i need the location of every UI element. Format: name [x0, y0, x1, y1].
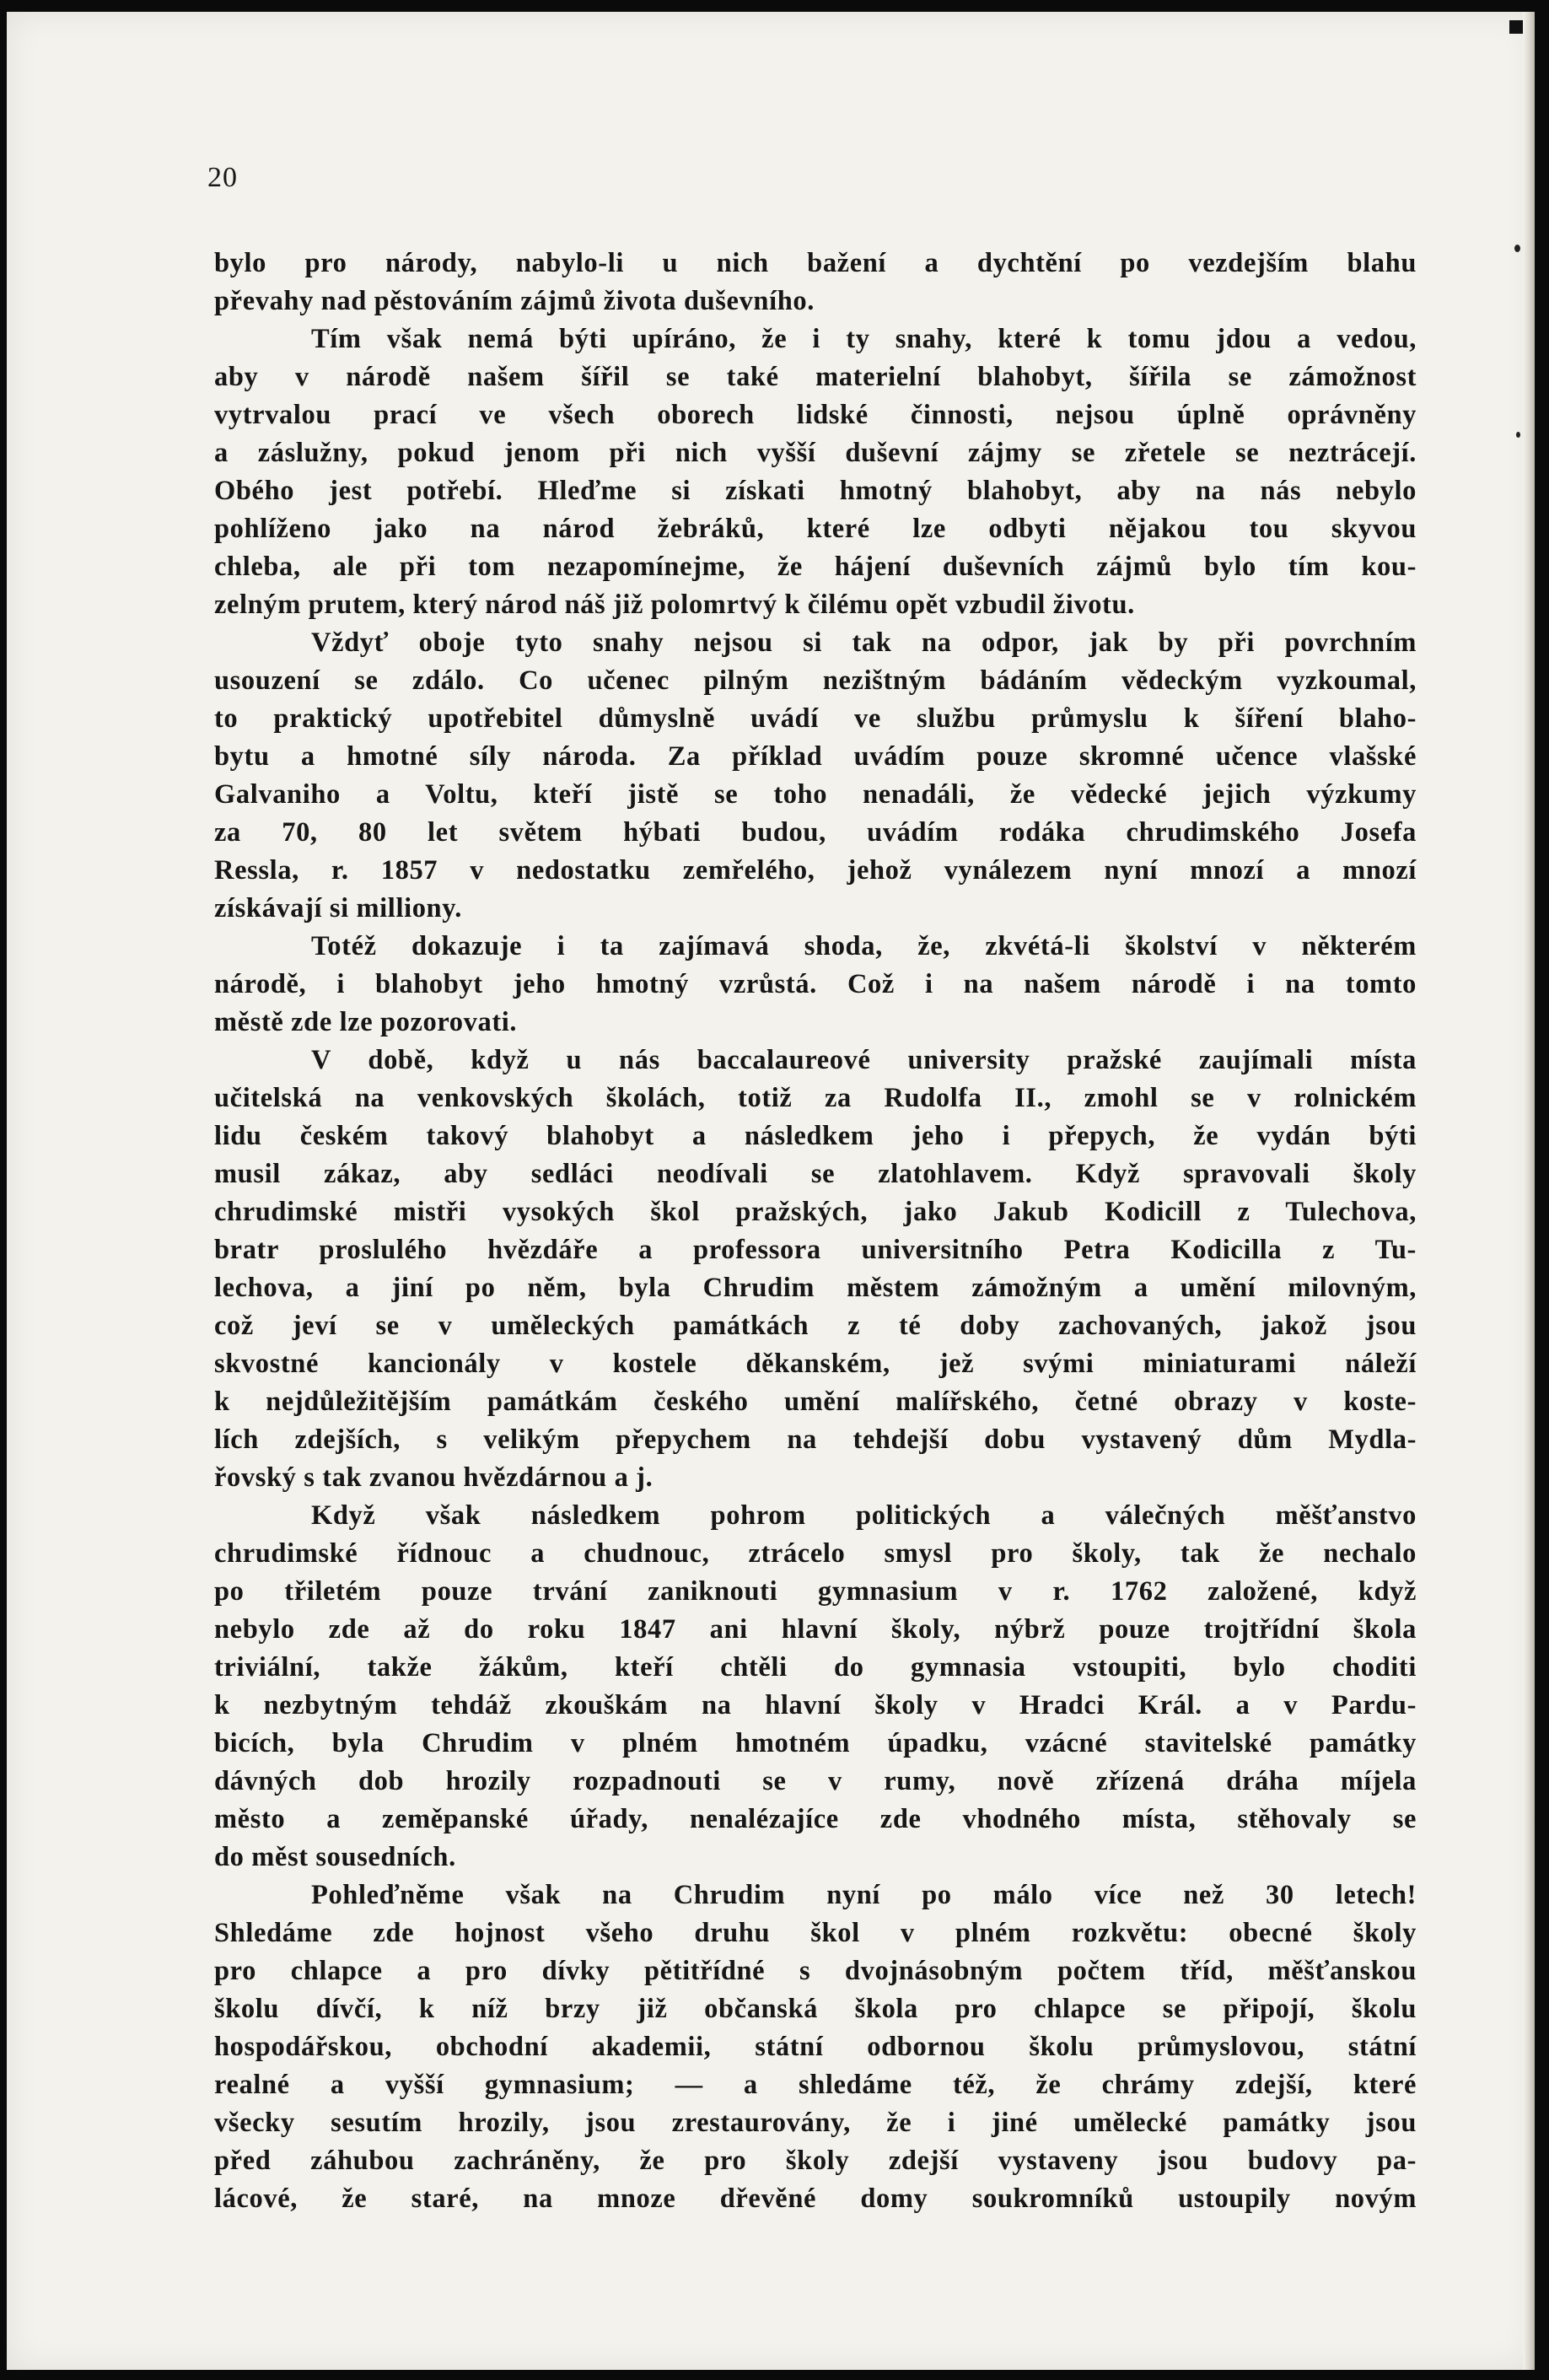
body-text [214, 245, 1417, 2218]
text-line: V době, když u nás baccalaureové university pražské zaujímali místa [311, 1045, 1417, 1075]
text-line: k nejdůležitějším památkám českého umění malířského, četné obrazy v koste- [214, 1387, 1417, 1417]
text-line: chrudimské řídnouc a chudnouc, ztrácelo smysl pro školy, tak že nechalo [214, 1538, 1417, 1569]
text-line: Obého jest potřebí. Hleďme si získati hmotný blahobyt, aby na nás nebylo [214, 476, 1417, 506]
text-line: realné a vyšší gymnasium; — a shledáme též, že chrámy zdejší, které [214, 2070, 1417, 2100]
text-line: městě zde lze pozorovati. [214, 1007, 518, 1037]
text-line: Totéž dokazuje i ta zajímavá shoda, že, zkvétá-li školství v některém [311, 931, 1417, 961]
text-line: za 70, 80 let světem hýbati budou, uvádím rodáka chrudimského Josefa [214, 817, 1417, 848]
page-edge-shadow [1523, 12, 1535, 2370]
text-line: což jeví se v uměleckých památkách z té doby zachovaných, jakož jsou [214, 1311, 1417, 1341]
text-line: učitelská na venkovských školách, totiž za Rudolfa II., zmohl se v rolnickém [214, 1083, 1417, 1113]
text-line: všecky sesutím hrozily, jsou zrestaurovány, že i jiné umělecké památky jsou [214, 2108, 1417, 2138]
text-line: usouzení se zdálo. Co učenec pilným nezištným bádáním vědeckým vyzkoumal, [214, 665, 1417, 696]
text-line: do měst sousedních. [214, 1842, 456, 1872]
text-line: po třiletém pouze trvání zaniknouti gymnasium v r. 1762 založené, když [214, 1576, 1417, 1607]
text-line: bytu a hmotné síly národa. Za příklad uvádím pouze skromné učence vlašské [214, 741, 1417, 772]
ink-speck [1516, 432, 1520, 438]
text-line: Shledáme zde hojnost všeho druhu škol v plném rozkvětu: obecné školy [214, 1918, 1417, 1948]
text-line: to praktický upotřebitel důmyslně uvádí ve službu průmyslu k šíření blaho- [214, 703, 1417, 734]
text-line: lidu českém takový blahobyt a následkem jeho i přepych, že vydán býti [214, 1121, 1417, 1151]
text-line: město a zeměpanské úřady, nenalézajíce zde vhodného místa, stěhovaly se [214, 1804, 1417, 1834]
page-number: 20 [207, 162, 238, 193]
text-line: aby v národě našem šířil se také materielní blahobyt, šířila se zámožnost [214, 362, 1417, 392]
document-page [7, 12, 1535, 2370]
text-line: zelným prutem, který národ náš již polomrtvý k čilému opět vzbudil životu. [214, 590, 1135, 620]
text-line: před záhubou zachráněny, že pro školy zdejší vystaveny jsou budovy pa- [214, 2146, 1417, 2176]
text-line: Vždyť oboje tyto snahy nejsou si tak na odpor, jak by při povrchním [311, 627, 1417, 658]
text-line: dávných dob hrozily rozpadnouti se v rumy, nově zřízená dráha míjela [214, 1766, 1417, 1796]
text-line: Pohleďněme však na Chrudim nyní po málo více než 30 letech! [311, 1880, 1417, 1910]
text-line: bylo pro národy, nabylo-li u nich bažení a dychtění po vezdejším blahu [214, 248, 1417, 278]
text-line: nebylo zde až do roku 1847 ani hlavní školy, nýbrž pouze trojtřídní škola [214, 1614, 1417, 1645]
ink-speck [1514, 245, 1520, 252]
text-line: a záslužny, pokud jenom při nich vyšší duševní zájmy se zřetele se neztrácejí. [214, 438, 1417, 468]
text-line: lích zdejších, s velikým přepychem na tehdejší dobu vystavený dům Mydla- [214, 1424, 1417, 1455]
text-line: získávají si milliony. [214, 893, 463, 923]
text-line: Když však následkem pohrom politických a válečných měšťanstvo [311, 1500, 1417, 1531]
scan-corner-mark [1509, 20, 1523, 34]
text-line: skvostné kancionály v kostele děkanském, jež svými miniaturami náleží [214, 1349, 1417, 1379]
text-line: Tím však nemá býti upíráno, že i ty snahy, které k tomu jdou a vedou, [311, 324, 1417, 354]
text-line: bratr proslulého hvězdáře a professora universitního Petra Kodicilla z Tu- [214, 1235, 1417, 1265]
text-line: lechova, a jiní po něm, byla Chrudim městem zámožným a umění milovným, [214, 1273, 1417, 1303]
text-line: převahy nad pěstováním zájmů života duševního. [214, 286, 815, 316]
text-line: řovský s tak zvanou hvězdárnou a j. [214, 1462, 653, 1493]
text-line: pohlíženo jako na národ žebráků, které lze odbyti nějakou tou skyvou [214, 514, 1417, 544]
text-line: národě, i blahobyt jeho hmotný vzrůstá. Což i na našem národě i na tomto [214, 969, 1417, 999]
text-line: Galvaniho a Voltu, kteří jistě se toho nenadáli, že vědecké jejich výzkumy [214, 779, 1417, 810]
text-line: hospodářskou, obchodní akademii, státní odbornou školu průmyslovou, státní [214, 2032, 1417, 2062]
text-line: vytrvalou prací ve všech oborech lidské činnosti, nejsou úplně oprávněny [214, 400, 1417, 430]
text-line: chleba, ale při tom nezapomínejme, že hájení duševních zájmů bylo tím kou- [214, 552, 1417, 582]
text-line: pro chlapce a pro dívky pětitřídné s dvojnásobným počtem tříd, měšťanskou [214, 1956, 1417, 1986]
text-line: chrudimské mistři vysokých škol pražských, jako Jakub Kodicill z Tulechova, [214, 1197, 1417, 1227]
text-line: triviální, takže žákům, kteří chtěli do gymnasia vstoupiti, bylo choditi [214, 1652, 1417, 1683]
text-line: lácové, že staré, na mnoze dřevěné domy soukromníků ustoupily novým [214, 2183, 1417, 2214]
text-line: musil zákaz, aby sedláci neodívali se zlatohlavem. Když spravovali školy [214, 1159, 1417, 1189]
text-line: bicích, byla Chrudim v plném hmotném úpadku, vzácné stavitelské památky [214, 1728, 1417, 1758]
text-line: školu dívčí, k níž brzy již občanská škola pro chlapce se připojí, školu [214, 1994, 1417, 2024]
text-line: Ressla, r. 1857 v nedostatku zemřelého, jehož vynálezem nyní mnozí a mnozí [214, 855, 1417, 886]
text-line: k nezbytným tehdáž zkouškám na hlavní školy v Hradci Král. a v Pardu- [214, 1690, 1417, 1720]
